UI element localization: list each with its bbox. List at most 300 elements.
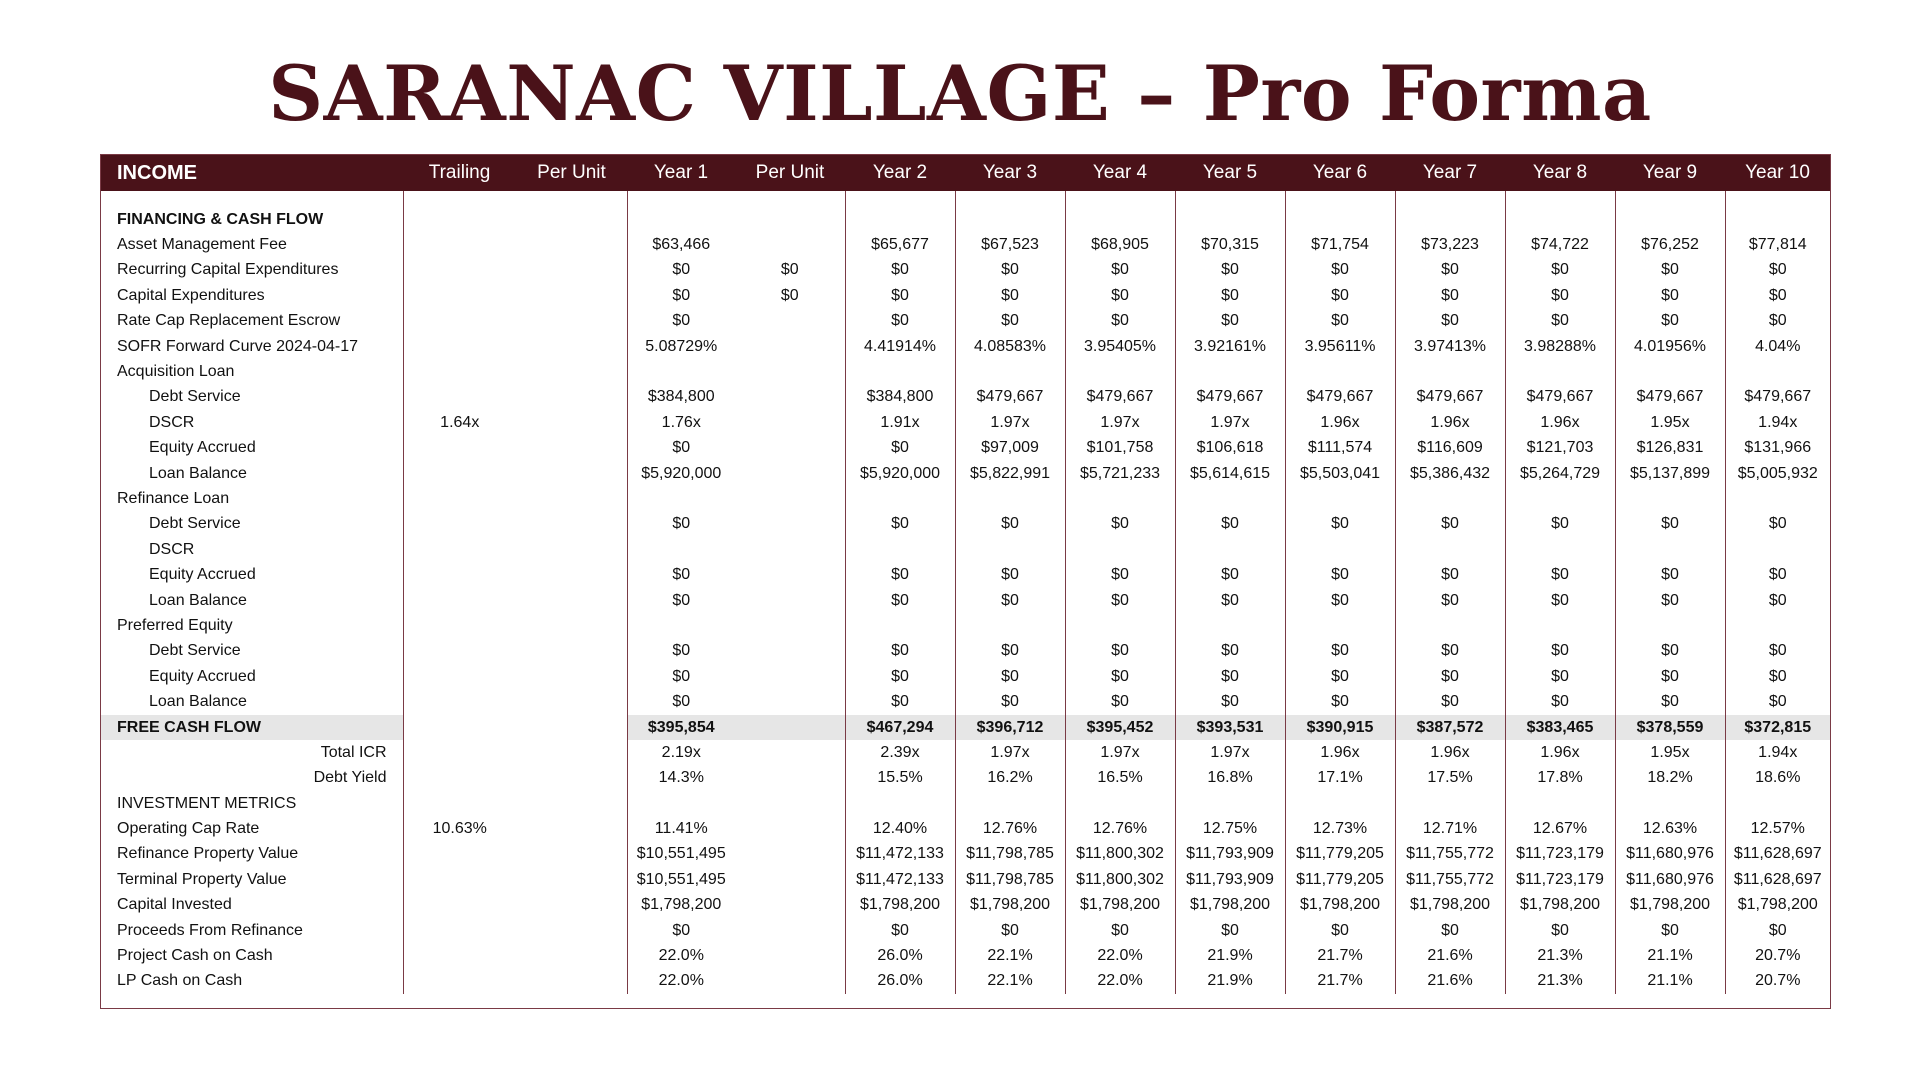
table-cell: $11,628,697 xyxy=(1725,867,1830,892)
table-cell: $0 xyxy=(1395,309,1505,334)
table-cell: $0 xyxy=(955,283,1065,308)
table-cell: 12.57% xyxy=(1725,816,1830,841)
table-row xyxy=(101,791,1830,816)
table-cell xyxy=(403,715,516,740)
table-cell xyxy=(845,207,955,232)
table-cell xyxy=(516,943,627,968)
table-cell xyxy=(1175,207,1285,232)
table-cell xyxy=(1725,359,1830,384)
table-cell xyxy=(627,537,735,562)
table-cell: 21.7% xyxy=(1285,969,1395,994)
table-cell: $11,680,976 xyxy=(1615,867,1725,892)
table-cell xyxy=(516,689,627,714)
table-cell: $390,915 xyxy=(1285,715,1395,740)
col-header-year-3: Year 3 xyxy=(955,155,1065,191)
table-row xyxy=(101,664,1830,689)
table-row xyxy=(101,740,1830,765)
row-label: Rate Cap Replacement Escrow xyxy=(117,312,341,330)
table-cell: 11.41% xyxy=(627,816,735,841)
row-label: FINANCING & CASH FLOW xyxy=(117,210,324,228)
row-label: Debt Yield xyxy=(313,769,387,787)
table-cell xyxy=(403,461,516,486)
table-cell: $0 xyxy=(1725,512,1830,537)
table-cell xyxy=(1285,486,1395,511)
col-header-year-4: Year 4 xyxy=(1065,155,1175,191)
table-cell: 1.96x xyxy=(1285,740,1395,765)
table-cell xyxy=(735,410,845,435)
table-cell: $71,754 xyxy=(1285,232,1395,257)
table-cell: $111,574 xyxy=(1285,436,1395,461)
table-cell: $0 xyxy=(1285,689,1395,714)
table-cell: 1.95x xyxy=(1615,410,1725,435)
table-cell xyxy=(403,562,516,587)
table-cell xyxy=(403,791,516,816)
table-cell xyxy=(845,613,955,638)
table-cell: 1.96x xyxy=(1285,410,1395,435)
row-label: Total ICR xyxy=(320,743,387,761)
table-cell: $0 xyxy=(1285,664,1395,689)
table-cell: $1,798,200 xyxy=(1065,893,1175,918)
table-cell xyxy=(516,893,627,918)
table-cell xyxy=(516,207,627,232)
table-cell xyxy=(1065,207,1175,232)
table-row xyxy=(101,461,1830,486)
table-cell: $384,800 xyxy=(845,385,955,410)
table-row xyxy=(101,639,1830,664)
table-cell xyxy=(845,537,955,562)
table-cell: $11,755,772 xyxy=(1395,867,1505,892)
table-cell xyxy=(516,512,627,537)
table-cell: 18.6% xyxy=(1725,766,1830,791)
table-cell: $0 xyxy=(845,918,955,943)
table-cell: $0 xyxy=(1615,562,1725,587)
table-cell: $116,609 xyxy=(1395,436,1505,461)
row-label: Loan Balance xyxy=(149,591,247,609)
table-cell: 26.0% xyxy=(845,943,955,968)
table-cell: 1.94x xyxy=(1725,740,1830,765)
table-cell: $11,798,785 xyxy=(955,842,1065,867)
table-cell: 21.3% xyxy=(1505,969,1615,994)
table-cell: $5,503,041 xyxy=(1285,461,1395,486)
table-cell: $0 xyxy=(845,689,955,714)
table-cell xyxy=(1065,613,1175,638)
col-header-year-5: Year 5 xyxy=(1175,155,1285,191)
table-cell: $0 xyxy=(1505,512,1615,537)
table-cell: 15.5% xyxy=(845,766,955,791)
table-cell xyxy=(735,943,845,968)
table-row xyxy=(101,385,1830,410)
row-label: DSCR xyxy=(149,413,195,431)
table-cell: $0 xyxy=(955,689,1065,714)
table-cell: $0 xyxy=(1395,258,1505,283)
table-cell: $67,523 xyxy=(955,232,1065,257)
table-cell xyxy=(1175,537,1285,562)
table-cell: $0 xyxy=(1175,283,1285,308)
row-label: Equity Accrued xyxy=(149,667,256,685)
table-cell xyxy=(955,359,1065,384)
table-cell xyxy=(1725,791,1830,816)
table-cell xyxy=(516,486,627,511)
table-cell: 12.71% xyxy=(1395,816,1505,841)
table-cell: $121,703 xyxy=(1505,436,1615,461)
table-cell: $395,452 xyxy=(1065,715,1175,740)
table-cell: $11,723,179 xyxy=(1505,842,1615,867)
table-cell: 12.67% xyxy=(1505,816,1615,841)
table-cell: 4.04% xyxy=(1725,334,1830,359)
table-cell: $479,667 xyxy=(1615,385,1725,410)
row-label: Capital Expenditures xyxy=(117,286,265,304)
row-label: Asset Management Fee xyxy=(117,236,287,254)
table-cell: 4.01956% xyxy=(1615,334,1725,359)
table-cell: $0 xyxy=(955,664,1065,689)
table-cell: $5,137,899 xyxy=(1615,461,1725,486)
table-cell xyxy=(955,791,1065,816)
table-row xyxy=(101,715,1830,740)
table-cell xyxy=(516,283,627,308)
table-cell xyxy=(1615,207,1725,232)
table-cell: 1.76x xyxy=(627,410,735,435)
table-cell: 3.92161% xyxy=(1175,334,1285,359)
table-cell: $11,472,133 xyxy=(845,842,955,867)
table-cell xyxy=(403,334,516,359)
table-cell: $0 xyxy=(627,588,735,613)
table-cell: $479,667 xyxy=(1505,385,1615,410)
table-cell: $5,920,000 xyxy=(845,461,955,486)
table-cell: $1,798,200 xyxy=(1615,893,1725,918)
table-cell xyxy=(403,867,516,892)
table-cell xyxy=(955,613,1065,638)
table-cell xyxy=(735,207,845,232)
table-cell: 26.0% xyxy=(845,969,955,994)
table-cell: 1.97x xyxy=(1065,410,1175,435)
table-cell: 22.1% xyxy=(955,943,1065,968)
table-cell: 1.97x xyxy=(1065,740,1175,765)
row-label: Recurring Capital Expenditures xyxy=(117,261,339,279)
table-row xyxy=(101,334,1830,359)
table-cell xyxy=(403,309,516,334)
table-cell: $395,854 xyxy=(627,715,735,740)
table-cell: 21.9% xyxy=(1175,969,1285,994)
table-cell: $0 xyxy=(1395,918,1505,943)
table-cell: 3.98288% xyxy=(1505,334,1615,359)
table-body xyxy=(101,191,1830,994)
table-cell: $0 xyxy=(1725,639,1830,664)
table-row xyxy=(101,816,1830,841)
table-cell xyxy=(1395,613,1505,638)
table-cell: 4.08583% xyxy=(955,334,1065,359)
table-cell xyxy=(735,867,845,892)
page-title: SARANAC VILLAGE – Pro Forma xyxy=(268,49,1652,138)
table-cell: $0 xyxy=(1615,689,1725,714)
row-label: Loan Balance xyxy=(149,693,247,711)
table-cell: $11,793,909 xyxy=(1175,867,1285,892)
table-cell: $0 xyxy=(1505,639,1615,664)
table-cell xyxy=(403,893,516,918)
table-cell xyxy=(627,207,735,232)
table-cell: $0 xyxy=(1395,588,1505,613)
table-row xyxy=(101,486,1830,511)
table-cell: $0 xyxy=(627,639,735,664)
table-cell: 16.2% xyxy=(955,766,1065,791)
table-cell xyxy=(1725,537,1830,562)
table-cell: $10,551,495 xyxy=(627,842,735,867)
table-cell: $0 xyxy=(1395,639,1505,664)
table-header-row xyxy=(101,155,1830,191)
table-cell xyxy=(845,359,955,384)
table-cell: $0 xyxy=(1505,689,1615,714)
table-cell: $11,798,785 xyxy=(955,867,1065,892)
table-cell: $11,755,772 xyxy=(1395,842,1505,867)
table-cell xyxy=(735,918,845,943)
row-label: Preferred Equity xyxy=(117,616,233,634)
table-cell xyxy=(516,639,627,664)
table-cell: $0 xyxy=(845,309,955,334)
table-cell: $0 xyxy=(1505,309,1615,334)
col-header-year-2: Year 2 xyxy=(845,155,955,191)
table-cell: 1.97x xyxy=(1175,410,1285,435)
table-cell xyxy=(1615,486,1725,511)
row-label: SOFR Forward Curve 2024-04-17 xyxy=(117,337,358,355)
table-cell: $0 xyxy=(1725,562,1830,587)
table-cell: $0 xyxy=(1615,512,1725,537)
table-cell xyxy=(1615,537,1725,562)
table-cell: 1.94x xyxy=(1725,410,1830,435)
table-cell xyxy=(403,283,516,308)
table-cell: $0 xyxy=(1615,664,1725,689)
table-cell xyxy=(735,359,845,384)
row-label: Debt Service xyxy=(149,515,241,533)
table-cell xyxy=(735,588,845,613)
table-cell: 1.96x xyxy=(1505,410,1615,435)
table-cell xyxy=(1615,791,1725,816)
table-cell: $0 xyxy=(955,639,1065,664)
table-cell: $1,798,200 xyxy=(1505,893,1615,918)
col-header-year-6: Year 6 xyxy=(1285,155,1395,191)
table-cell xyxy=(403,537,516,562)
table-cell xyxy=(403,842,516,867)
table-cell: $70,315 xyxy=(1175,232,1285,257)
table-cell: $479,667 xyxy=(1725,385,1830,410)
table-cell xyxy=(403,232,516,257)
table-row xyxy=(101,867,1830,892)
table-row xyxy=(101,283,1830,308)
table-row xyxy=(101,207,1830,232)
table-cell: $0 xyxy=(1505,562,1615,587)
table-cell xyxy=(516,664,627,689)
table-cell: 21.7% xyxy=(1285,943,1395,968)
table-cell: $10,551,495 xyxy=(627,867,735,892)
table-cell: $11,628,697 xyxy=(1725,842,1830,867)
table-cell xyxy=(1065,486,1175,511)
table-cell xyxy=(1395,486,1505,511)
table-cell xyxy=(735,969,845,994)
table-cell: $0 xyxy=(1285,639,1395,664)
table-cell xyxy=(1065,537,1175,562)
table-cell: $396,712 xyxy=(955,715,1065,740)
col-header-per-unit-2: Per Unit xyxy=(735,155,845,191)
pro-forma-table xyxy=(100,154,1831,1009)
table-cell: $0 xyxy=(1285,309,1395,334)
table-cell: $65,677 xyxy=(845,232,955,257)
table-cell: $0 xyxy=(627,436,735,461)
table-row xyxy=(101,969,1830,994)
table-cell: $11,723,179 xyxy=(1505,867,1615,892)
table-cell xyxy=(1285,791,1395,816)
table-cell xyxy=(735,639,845,664)
table-cell: $387,572 xyxy=(1395,715,1505,740)
table-cell xyxy=(516,562,627,587)
table-cell: $0 xyxy=(1505,918,1615,943)
table-cell xyxy=(1505,207,1615,232)
table-cell: $0 xyxy=(1175,689,1285,714)
table-row xyxy=(101,537,1830,562)
table-cell xyxy=(955,486,1065,511)
table-cell: 12.40% xyxy=(845,816,955,841)
row-label: Capital Invested xyxy=(117,896,232,914)
row-label: Proceeds From Refinance xyxy=(117,921,303,939)
table-cell: $0 xyxy=(1175,309,1285,334)
table-cell: $378,559 xyxy=(1615,715,1725,740)
table-cell xyxy=(735,232,845,257)
table-cell: $393,531 xyxy=(1175,715,1285,740)
table-cell: $0 xyxy=(845,562,955,587)
table-cell: 1.91x xyxy=(845,410,955,435)
table-row xyxy=(101,359,1830,384)
table-cell xyxy=(516,842,627,867)
table-cell xyxy=(516,588,627,613)
row-label: Terminal Property Value xyxy=(117,870,287,888)
table-cell xyxy=(403,639,516,664)
table-cell xyxy=(403,969,516,994)
table-cell: $11,800,302 xyxy=(1065,867,1175,892)
table-cell: $0 xyxy=(1175,512,1285,537)
table-row xyxy=(101,689,1830,714)
table-cell: $0 xyxy=(845,664,955,689)
table-cell: $0 xyxy=(1065,512,1175,537)
table-cell: $11,800,302 xyxy=(1065,842,1175,867)
table-cell xyxy=(735,461,845,486)
table-cell: $0 xyxy=(1175,918,1285,943)
table-cell xyxy=(1175,486,1285,511)
table-cell: $1,798,200 xyxy=(1395,893,1505,918)
table-cell: $1,798,200 xyxy=(1285,893,1395,918)
table-cell: 12.75% xyxy=(1175,816,1285,841)
table-cell: 22.0% xyxy=(627,943,735,968)
table-cell xyxy=(1285,359,1395,384)
table-cell: $11,680,976 xyxy=(1615,842,1725,867)
table-cell: $0 xyxy=(627,309,735,334)
table-cell: $0 xyxy=(1285,588,1395,613)
col-header-trailing: Trailing xyxy=(403,155,516,191)
table-cell: $0 xyxy=(845,283,955,308)
row-label: Debt Service xyxy=(149,388,241,406)
table-cell xyxy=(735,486,845,511)
table-cell: $383,465 xyxy=(1505,715,1615,740)
table-cell: $0 xyxy=(1175,258,1285,283)
table-cell: 22.0% xyxy=(1065,943,1175,968)
table-cell: 16.5% xyxy=(1065,766,1175,791)
table-cell: 21.1% xyxy=(1615,943,1725,968)
col-header-income: INCOME xyxy=(101,155,403,191)
table-cell xyxy=(735,512,845,537)
table-cell: $0 xyxy=(1065,664,1175,689)
table-cell xyxy=(1615,613,1725,638)
table-cell xyxy=(516,766,627,791)
table-cell xyxy=(735,816,845,841)
table-cell: 1.96x xyxy=(1395,410,1505,435)
table-cell: $0 xyxy=(845,512,955,537)
table-cell xyxy=(845,486,955,511)
table-cell xyxy=(735,791,845,816)
table-cell xyxy=(735,385,845,410)
table-cell: $1,798,200 xyxy=(627,893,735,918)
table-cell xyxy=(735,334,845,359)
table-cell: 20.7% xyxy=(1725,969,1830,994)
table-cell: $467,294 xyxy=(845,715,955,740)
table-cell xyxy=(627,359,735,384)
table-cell: 1.97x xyxy=(955,740,1065,765)
table-cell: 21.9% xyxy=(1175,943,1285,968)
table-cell xyxy=(735,715,845,740)
table-cell xyxy=(1395,207,1505,232)
table-cell xyxy=(403,943,516,968)
table-cell: $0 xyxy=(627,562,735,587)
col-header-per-unit: Per Unit xyxy=(516,155,627,191)
table-row xyxy=(101,943,1830,968)
table-cell: $0 xyxy=(1725,588,1830,613)
table-cell xyxy=(735,842,845,867)
row-label: INVESTMENT METRICS xyxy=(117,794,297,812)
table-cell: $0 xyxy=(1395,512,1505,537)
table-cell xyxy=(403,689,516,714)
table-row xyxy=(101,436,1830,461)
table-cell: $0 xyxy=(1065,689,1175,714)
table-cell xyxy=(1285,537,1395,562)
table-cell xyxy=(627,486,735,511)
row-label: Loan Balance xyxy=(149,464,247,482)
table-cell: 21.6% xyxy=(1395,969,1505,994)
row-label: FREE CASH FLOW xyxy=(101,715,403,740)
table-cell: 17.5% xyxy=(1395,766,1505,791)
table-cell: $101,758 xyxy=(1065,436,1175,461)
table-cell: $5,264,729 xyxy=(1505,461,1615,486)
table-cell xyxy=(516,359,627,384)
table-cell: $0 xyxy=(780,286,799,304)
table-cell: 21.6% xyxy=(1395,943,1505,968)
table-cell: $11,793,909 xyxy=(1175,842,1285,867)
table-cell: 1.97x xyxy=(955,410,1065,435)
table-row xyxy=(101,918,1830,943)
table-cell: $106,618 xyxy=(1175,436,1285,461)
table-cell: 18.2% xyxy=(1615,766,1725,791)
table-cell xyxy=(1065,791,1175,816)
table-cell xyxy=(403,613,516,638)
table-cell: 16.8% xyxy=(1175,766,1285,791)
table-cell: $0 xyxy=(1505,664,1615,689)
table-cell: $0 xyxy=(627,512,735,537)
table-cell xyxy=(403,664,516,689)
table-cell xyxy=(735,689,845,714)
table-cell: 22.0% xyxy=(627,969,735,994)
table-cell: 3.95405% xyxy=(1065,334,1175,359)
table-cell: 22.0% xyxy=(1065,969,1175,994)
table-cell: $0 xyxy=(1065,283,1175,308)
table-cell: $11,472,133 xyxy=(845,867,955,892)
table-cell: $5,386,432 xyxy=(1395,461,1505,486)
table-cell: 17.8% xyxy=(1505,766,1615,791)
table-cell xyxy=(735,740,845,765)
table-cell xyxy=(516,816,627,841)
